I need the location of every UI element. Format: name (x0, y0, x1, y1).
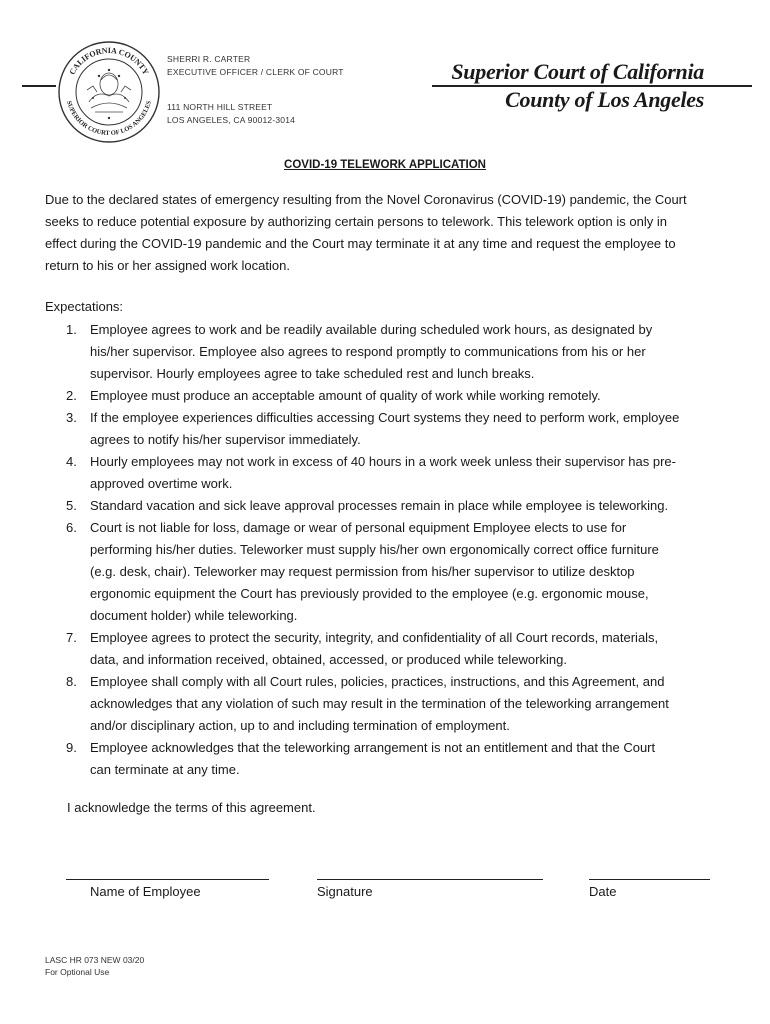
item-number: 3. (66, 410, 77, 425)
signature-line[interactable] (317, 879, 543, 880)
item-line: (e.g. desk, chair). Teleworker may request permission from his/her supervisor to utilize desktop (90, 564, 635, 579)
item-number: 8. (66, 674, 77, 689)
court-name: Superior Court of California (451, 59, 704, 84)
county-name: County of Los Angeles (505, 87, 704, 112)
acknowledgement-text: I acknowledge the terms of this agreement. (67, 800, 316, 815)
document-title: COVID-19 TELEWORK APPLICATION (284, 159, 486, 171)
item-number: 9. (66, 740, 77, 755)
intro-line: Due to the declared states of emergency resulting from the Novel Coronavirus (COVID-19) pandemic, the Court (45, 192, 687, 207)
form-code: LASC HR 073 NEW 03/20 (45, 955, 145, 965)
employee-name-line[interactable] (66, 879, 269, 880)
item-line: agrees to notify his/her supervisor immediately. (90, 432, 361, 447)
item-line: performing his/her duties. Teleworker must supply his/her own ergonomically correct office furniture (90, 542, 659, 557)
expectations-label: Expectations: (45, 299, 124, 314)
court-address (167, 101, 295, 127)
item-line: ergonomic equipment the Court has previously provided to the employee (e.g. ergonomic mouse, (90, 586, 649, 601)
item-line: document holder) while teleworking. (90, 608, 298, 623)
list-item (45, 737, 735, 781)
date-line[interactable] (589, 879, 710, 880)
item-number: 7. (66, 630, 77, 645)
court-seal-icon (57, 40, 161, 144)
item-line: approved overtime work. (90, 476, 233, 491)
list-item (45, 407, 735, 451)
item-line: Employee shall comply with all Court rules, policies, practices, instructions, and this Agreement, and (90, 674, 665, 689)
item-line: and/or disciplinary action, up to and including termination of employment. (90, 718, 510, 733)
officer-title: EXECUTIVE OFFICER / CLERK OF COURT (167, 67, 344, 77)
item-line: Court is not liable for loss, damage or wear of personal equipment Employee elects to use for (90, 520, 627, 535)
name-of-employee-label: Name of Employee (90, 884, 201, 899)
list-item (45, 495, 735, 517)
item-number: 5. (66, 498, 77, 513)
item-line: If the employee experiences difficulties accessing Court systems they need to perform work, employee (90, 410, 680, 425)
seal-text-bottom: SUPERIOR COURT OF LOS ANGELES (65, 100, 153, 138)
item-line: can terminate at any time. (90, 762, 240, 777)
intro-line: return to his or her assigned work location. (45, 258, 290, 273)
item-line: Employee agrees to work and be readily available during scheduled work hours, as designated by (90, 322, 653, 337)
item-number: 2. (66, 388, 77, 403)
date-label: Date (589, 884, 617, 899)
seal-text-top: CALIFORNIA COUNTY (67, 45, 151, 77)
item-number: 6. (66, 520, 77, 535)
list-item (45, 451, 735, 495)
list-item (45, 517, 735, 627)
expectations-list (45, 319, 735, 781)
item-line: Hourly employees may not work in excess of 40 hours in a work week unless their supervisor has pre- (90, 454, 676, 469)
item-number: 1. (66, 322, 77, 337)
form-footer (45, 954, 144, 978)
address-line-1: 111 NORTH HILL STREET (167, 102, 273, 112)
list-item (45, 627, 735, 671)
form-usage: For Optional Use (45, 967, 110, 977)
item-number: 4. (66, 454, 77, 469)
list-item (45, 385, 735, 407)
item-line: Employee acknowledges that the teleworking arrangement is not an entitlement and that the Court (90, 740, 656, 755)
item-line: Employee agrees to protect the security, integrity, and confidentiality of all Court records, materials, (90, 630, 659, 645)
list-item (45, 671, 735, 737)
list-item (45, 319, 735, 385)
item-line: supervisor. Hourly employees agree to take scheduled rest and lunch breaks. (90, 366, 535, 381)
intro-paragraph (45, 189, 735, 277)
address-line-2: LOS ANGELES, CA 90012-3014 (167, 115, 296, 125)
item-line: Employee must produce an acceptable amount of quality of work while working remotely. (90, 388, 601, 403)
intro-line: effect during the COVID-19 pandemic and the Court may terminate it at any time and request the employee to (45, 236, 676, 251)
item-line: acknowledges that any violation of such may result in the termination of the teleworking arrangement (90, 696, 669, 711)
item-line: his/her supervisor. Employee also agrees to respond promptly to communications from his or her (90, 344, 646, 359)
officer-block (167, 53, 344, 79)
signature-label: Signature (317, 884, 373, 899)
intro-line: seeks to reduce potential exposure by authorizing certain persons to telework. This telework option is only in (45, 214, 667, 229)
header-rule-left (22, 85, 56, 87)
officer-name: SHERRI R. CARTER (167, 54, 251, 64)
item-line: Standard vacation and sick leave approval processes remain in place while employee is teleworking. (90, 498, 669, 513)
item-line: data, and information received, obtained, accessed, or produced while teleworking. (90, 652, 567, 667)
